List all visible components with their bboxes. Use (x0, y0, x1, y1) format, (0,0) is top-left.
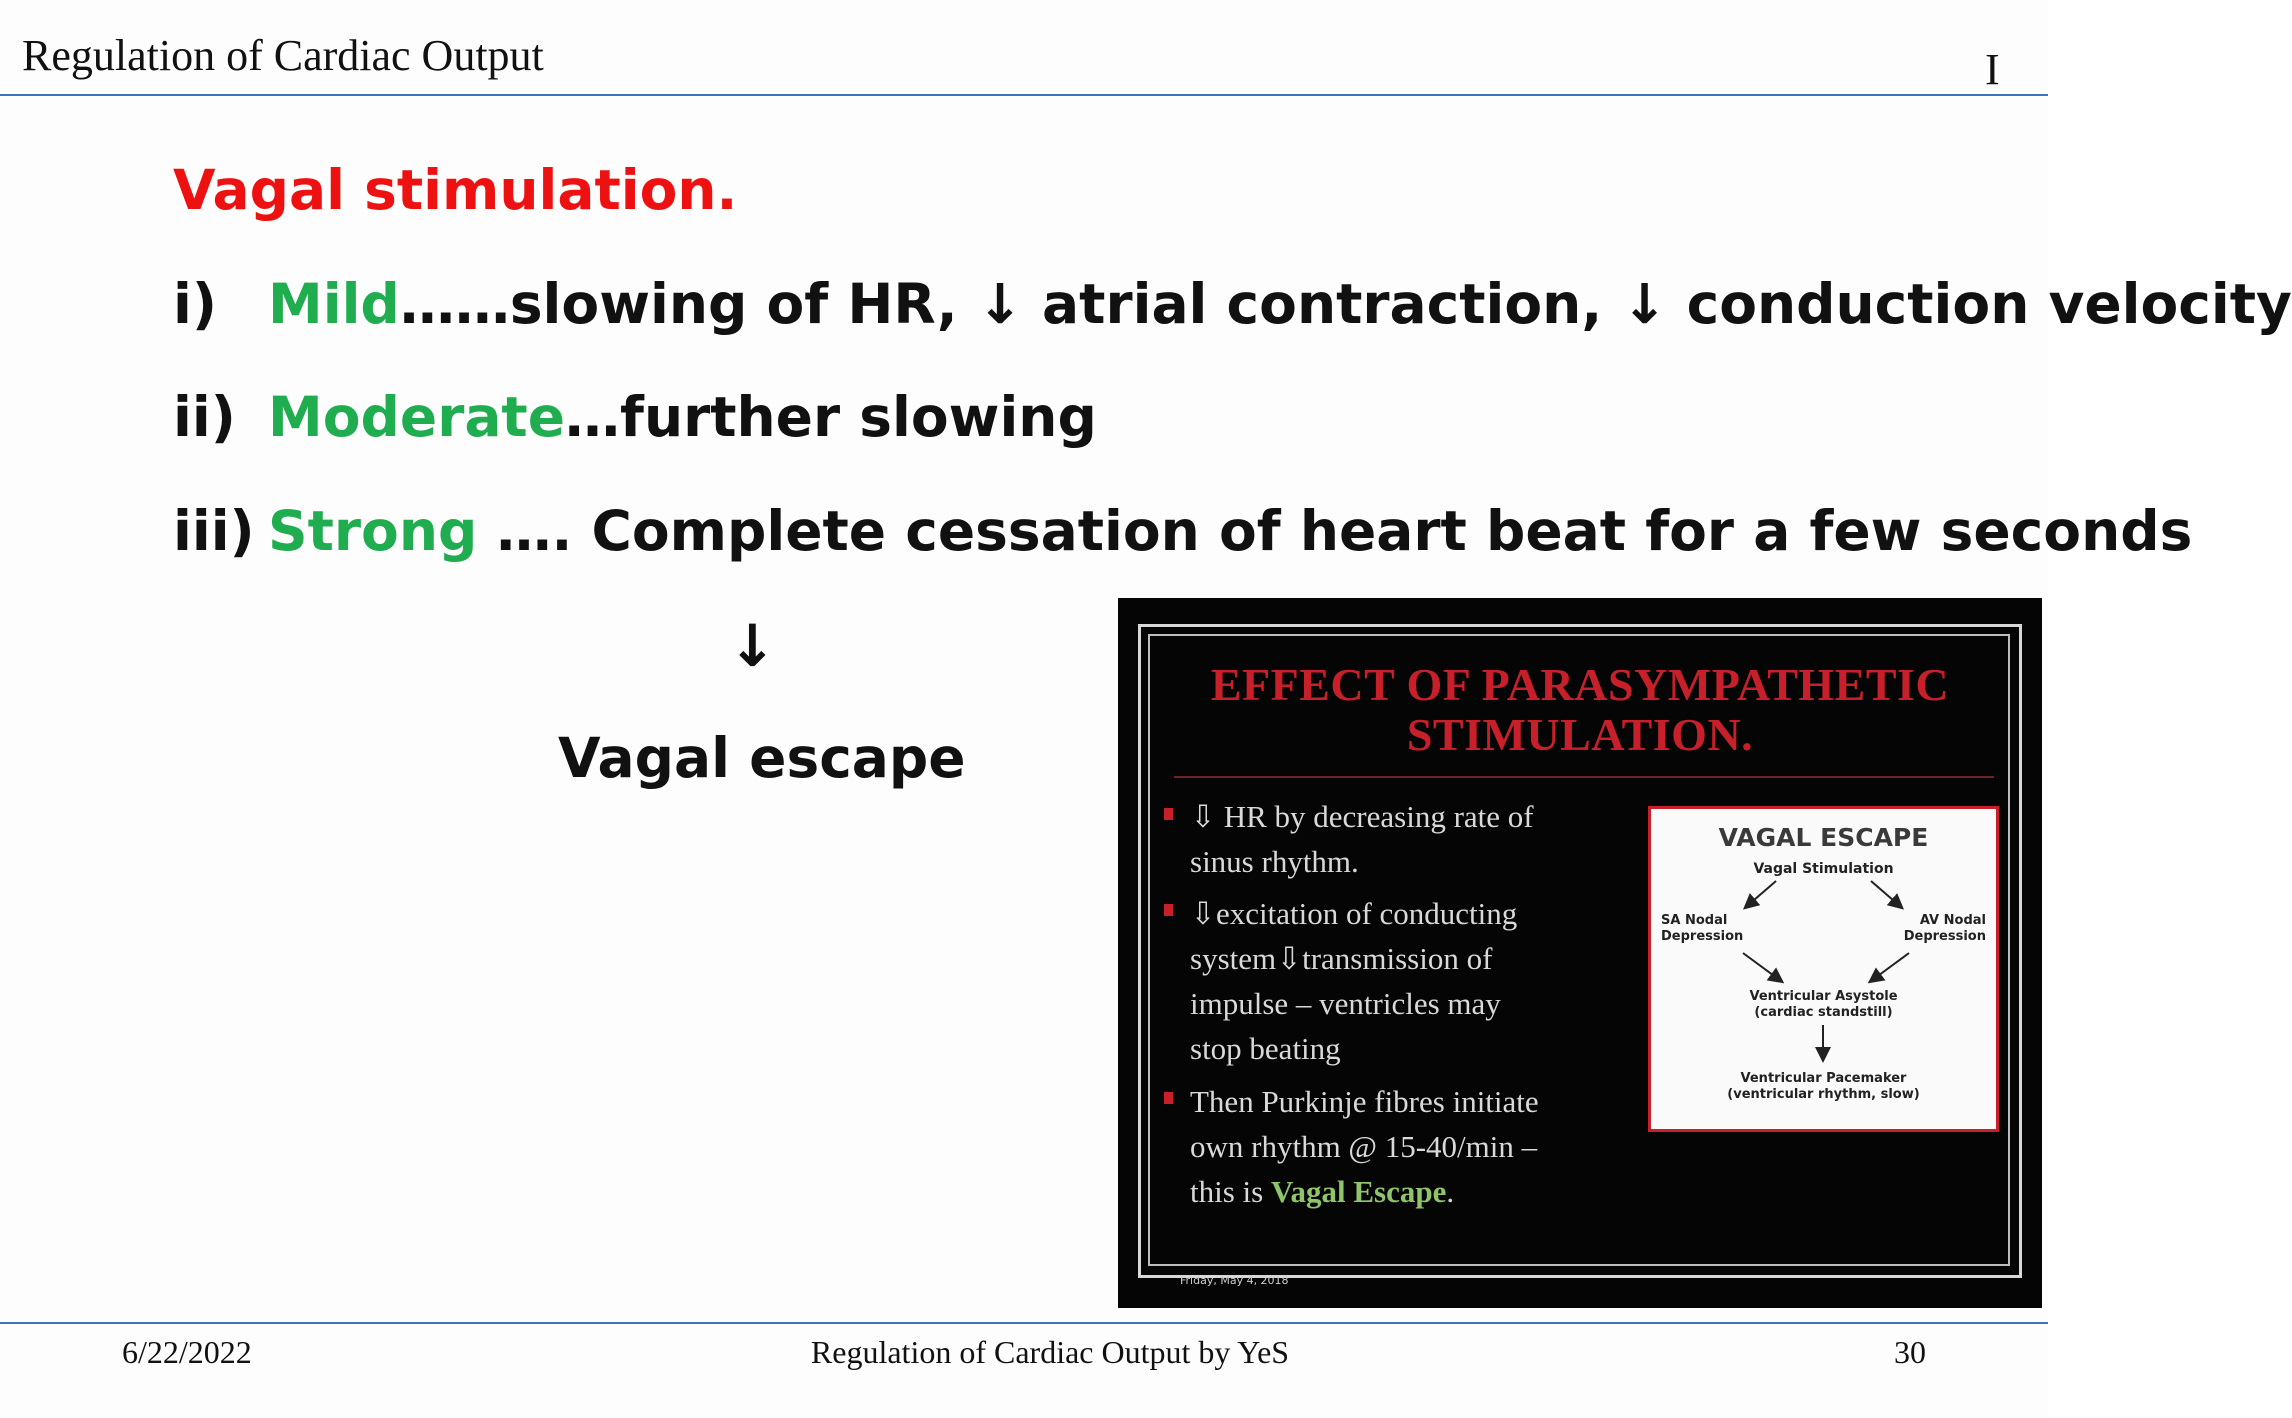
list-keyword: Strong (268, 499, 478, 563)
arrow-to-sa-node (1746, 881, 1776, 907)
embedded-title-divider (1174, 776, 1994, 778)
footer-title: Regulation of Cardiac Output by YeS (810, 1334, 1290, 1370)
list-number: i) (173, 272, 217, 336)
bullet-icon (1164, 808, 1173, 820)
bullet-line: impulse – ventricles may (1190, 986, 1501, 1021)
bullet-line (1190, 1169, 1539, 1214)
embedded-date: Friday, May 4, 2018 (1180, 1274, 1289, 1287)
arrow-to-av-node (1871, 881, 1901, 907)
bullet-line: system⇩transmission of (1190, 941, 1493, 976)
vagal-escape-diagram (1648, 806, 1999, 1132)
list-item-strong (173, 499, 2192, 563)
list-text: …further slowing (565, 385, 1097, 449)
diagram-text: Depression (1661, 929, 1744, 944)
bullet-text: . (1446, 1174, 1455, 1209)
embedded-bullet-3 (1190, 1079, 1539, 1214)
page-number: 30 (1894, 1334, 1926, 1370)
list-item-moderate (173, 385, 1097, 449)
embedded-title-line: EFFECT OF PARASYMPATHETIC (1210, 659, 1950, 710)
arrow-to-asystole-left (1743, 953, 1781, 981)
bullet-icon (1164, 904, 1173, 916)
diagram-av-node (1904, 913, 1986, 945)
bullet-line: ⇩excitation of conducting (1190, 896, 1518, 931)
footer-date: 6/22/2022 (122, 1334, 252, 1370)
bullet-line: sinus rhythm. (1190, 844, 1359, 879)
bullet-line: stop beating (1190, 1031, 1341, 1066)
bullet-line: ⇩ HR by decreasing rate of (1190, 799, 1534, 834)
embedded-bullet-1 (1190, 794, 1534, 884)
diagram-text: Ventricular Pacemaker (1740, 1071, 1907, 1086)
vagal-escape-label: Vagal escape (558, 726, 966, 790)
diagram-asystole (1651, 989, 1996, 1021)
diagram-text: Ventricular Asystole (1749, 989, 1898, 1004)
vagal-escape-highlight: Vagal Escape (1270, 1174, 1447, 1209)
list-item-mild (173, 272, 2292, 336)
list-number: ii) (173, 385, 236, 449)
list-text: ……slowing of HR, ↓ atrial contraction, ↓ conduction velocity (399, 272, 2292, 336)
bullet-line: Then Purkinje fibres initiate (1190, 1084, 1539, 1119)
diagram-text: (cardiac standstill) (1754, 1005, 1893, 1020)
footer-divider (0, 1322, 2048, 1324)
bullet-line: own rhythm @ 15-40/min – (1190, 1129, 1538, 1164)
diagram-pacemaker (1651, 1071, 1996, 1103)
slide-header-title: Regulation of Cardiac Output (22, 31, 544, 80)
text-cursor-mark: I (1985, 45, 2000, 94)
diagram-text: SA Nodal (1661, 913, 1728, 928)
embedded-bullet-2 (1190, 891, 1517, 1071)
diagram-text: Depression (1903, 929, 1986, 944)
arrow-to-asystole-right (1871, 953, 1909, 981)
diagram-title: VAGAL ESCAPE (1718, 823, 1929, 852)
list-number: iii) (173, 499, 255, 563)
header-divider (0, 94, 2048, 96)
down-arrow-icon: ↓ (728, 612, 777, 680)
bullet-icon (1164, 1092, 1173, 1104)
diagram-stimulation: Vagal Stimulation (1753, 861, 1894, 877)
slide-heading: Vagal stimulation. (173, 158, 738, 222)
bullet-text: this is (1190, 1174, 1271, 1209)
embedded-title (1118, 660, 2042, 760)
list-keyword: Moderate (268, 385, 566, 449)
diagram-text: AV Nodal (1919, 913, 1986, 928)
embedded-title-line: STIMULATION. (1406, 709, 1754, 760)
list-keyword: Mild (268, 272, 400, 336)
list-text: …. Complete cessation of heart beat for a few seconds (477, 499, 2193, 563)
diagram-sa-node (1661, 913, 1743, 945)
diagram-text: (ventricular rhythm, slow) (1727, 1087, 1920, 1102)
embedded-slide-image (1118, 598, 2042, 1308)
